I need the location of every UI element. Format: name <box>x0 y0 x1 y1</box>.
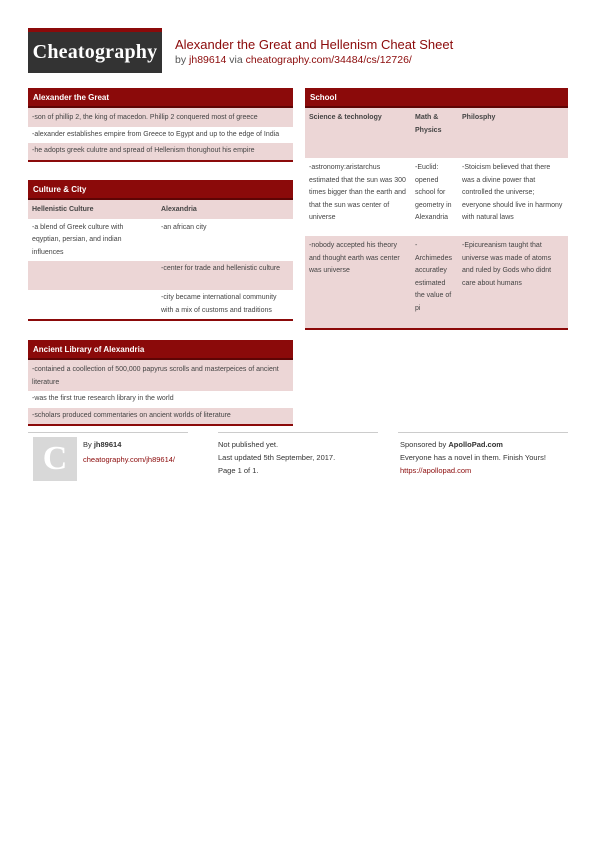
section-alexander <box>28 88 293 162</box>
column-header: Alexandria <box>157 200 293 219</box>
sheet-url-link[interactable]: cheatography.com/34484/cs/12726/ <box>245 54 412 66</box>
avatar[interactable] <box>33 437 77 481</box>
sponsor-block: Sponsored by ApolloPad.com Everyone has a novel in them. Finish Yours! https://apollopad.com <box>400 440 546 475</box>
logo-text: Cheatography <box>32 41 158 63</box>
table-cell: -Archimedes accuratley estimated the value of pi <box>411 236 458 328</box>
section-heading: Alexander the Great <box>28 88 293 108</box>
page-footer <box>28 432 568 487</box>
section-library <box>28 340 293 426</box>
list-item: -was the first true research library in the world <box>28 391 293 408</box>
section-heading: Ancient Library of Alexandria <box>28 340 293 360</box>
table-cell: -center for trade and hellenistic culture <box>157 261 293 290</box>
table-cell: -city became international community with a mix of customs and traditions <box>161 294 277 314</box>
section-heading: School <box>305 88 568 108</box>
list-item: -contained a coollection of 500,000 papyrus scrolls and masterpeices of ancient literature <box>28 360 293 391</box>
cheatography-logo[interactable] <box>28 28 162 73</box>
table-cell: -Epicureanism taught that universe was made of atoms and ruled by Gods who didnt care about humans <box>458 236 568 328</box>
column-header: Hellenistic Culture <box>28 200 157 219</box>
section-school <box>305 88 568 330</box>
table-cell <box>28 261 157 290</box>
table-cell: -Stoicism believed that there was a divine power that controlled the universe; everyone should live in harmony with natural laws <box>462 164 563 221</box>
table-cell: -Euclid: opened school for geometry in Alexandria <box>415 164 452 221</box>
list-item: -son of phillip 2, the king of macedon. Phillip 2 conquered most of greece <box>28 108 293 127</box>
table-cell: -nobody accepted his theory and thought earth was center was universe <box>305 236 411 328</box>
table-cell: -a blend of Greek culture with eqyptian, persian, and indian influences <box>32 223 124 256</box>
avatar-letter: C <box>42 440 68 477</box>
page-subtitle: by jh89614 via cheatography.com/34484/cs/12726/ <box>175 54 412 66</box>
section-heading: Culture & City <box>28 180 293 200</box>
list-item: -alexander establishes empire from Greece to Egypt and up to the edge of India <box>28 127 293 144</box>
table-cell: -an african city <box>161 223 207 231</box>
author-link[interactable]: jh89614 <box>189 54 227 66</box>
publish-info: Not published yet. Last updated 5th September, 2017. Page 1 of 1. <box>218 440 336 475</box>
column-header: Science & technology <box>305 108 411 158</box>
author-profile-link[interactable]: cheatography.com/jh89614/ <box>83 455 176 464</box>
table-cell <box>28 290 157 319</box>
author-block: By jh89614 cheatography.com/jh89614/ <box>83 440 176 464</box>
list-item: -scholars produced commentaries on ancient worlds of literature <box>28 408 293 425</box>
table-cell: -astronomy:aristarchus estimated that the sun was 300 times bigger than the earth and that the sun was center of universe <box>309 164 406 221</box>
column-header: Math & Physics <box>411 108 458 158</box>
list-item: -he adopts greek culutre and spread of Hellenism thorughout his empire <box>28 143 293 160</box>
sponsor-name: ApolloPad.com <box>448 440 503 449</box>
sponsor-link[interactable]: https://apollopad.com <box>400 466 472 475</box>
page-title: Alexander the Great and Hellenism Cheat Sheet <box>175 37 454 52</box>
footer-author: jh89614 <box>93 440 122 449</box>
column-header: Philosphy <box>458 108 568 158</box>
section-culture <box>28 180 293 321</box>
